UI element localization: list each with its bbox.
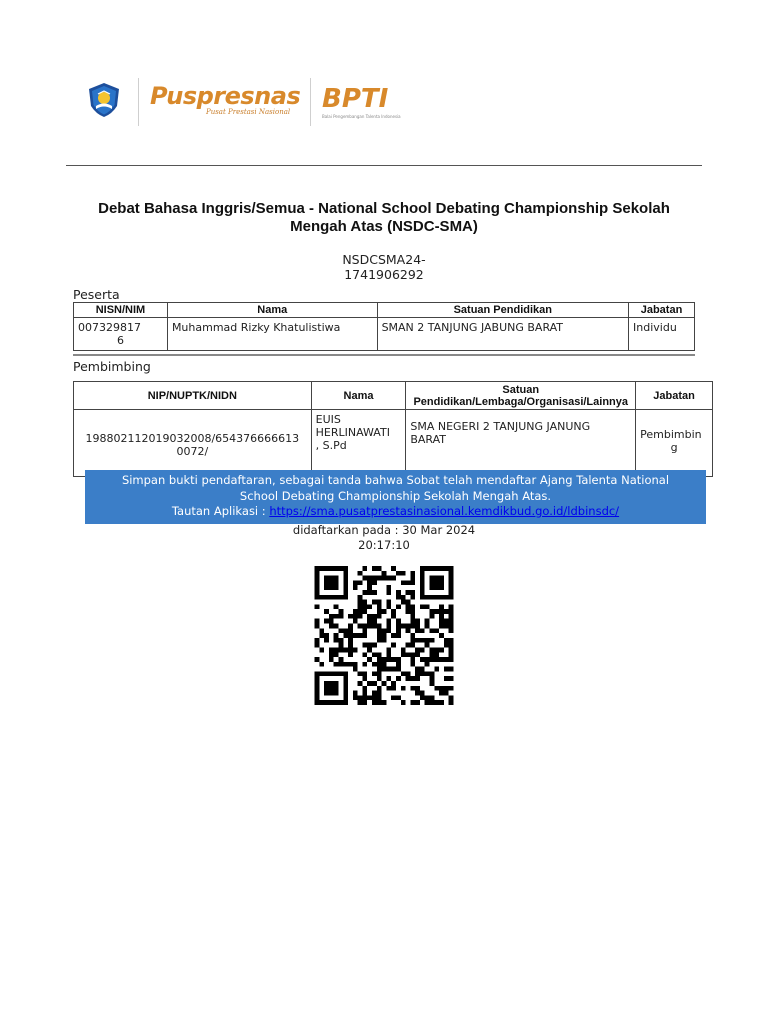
nama-line3: , S.Pd (315, 439, 347, 452)
column-header-satuan-line2: Pendidikan/Lembaga/Organisasi/Lainnya (413, 395, 629, 408)
column-header-jabatan: Jabatan (629, 303, 695, 318)
table-row (74, 410, 713, 477)
nisn-line1: 007329817 (78, 321, 141, 334)
column-header-nama: Nama (167, 303, 377, 318)
puspresnas-wordmark: Puspresnas (150, 82, 301, 110)
notice-line1: Simpan bukti pendaftaran, sebagai tanda bahwa Sobat telah mendaftar Ajang Talenta National (121, 473, 670, 487)
nama-cell (311, 410, 406, 477)
header-divider (66, 165, 702, 166)
peserta-table (73, 302, 695, 351)
registration-number (234, 252, 534, 282)
notice-link-label: Tautan Aplikasi : (171, 504, 266, 518)
satuan-cell (406, 410, 636, 477)
registration-number-line2: 1741906292 (344, 267, 424, 282)
nama-line1: EUIS (315, 413, 341, 426)
notice-box (85, 470, 706, 524)
table-row (74, 318, 695, 351)
column-header-nama: Nama (311, 382, 406, 410)
notice-link-row (85, 504, 706, 520)
application-link[interactable]: https://sma.pusatprestasinasional.kemdikbud.go.id/ldbinsdc/ (269, 504, 620, 518)
jabatan-line2: g (670, 441, 678, 454)
notice-line2: School Debating Championship Sekolah Mengah Atas. (239, 488, 552, 503)
table-divider (73, 354, 695, 356)
document-title: Debat Bahasa Inggris/Semua - National School Debating Championship Sekolah Mengah Atas (NSDC-SMA) (98, 200, 670, 235)
puspresnas-tagline: Pusat Prestasi Nasional (206, 108, 291, 116)
satuan-pendidikan-cell: SMAN 2 TANJUNG JABUNG BARAT (377, 318, 628, 351)
nip-cell (74, 410, 312, 477)
satuan-line2: BARAT (410, 433, 447, 446)
column-header-nip: NIP/NUPTK/NIDN (74, 382, 312, 410)
registration-number-line1: NSDCSMA24- (342, 252, 426, 267)
registration-date: didaftarkan pada : 30 Mar 2024 (292, 523, 476, 537)
nama-line2: HERLINAWATI (315, 426, 390, 439)
column-header-jabatan: Jabatan (636, 382, 713, 410)
logo-divider (310, 78, 311, 126)
nisn-cell (74, 318, 168, 351)
kemdikbud-emblem-icon (86, 82, 122, 118)
puspresnas-logo (150, 82, 300, 116)
bpti-logo (322, 84, 401, 119)
qr-code-icon (311, 566, 457, 705)
jabatan-cell (636, 410, 713, 477)
column-header-satuan-line1: Satuan (502, 383, 540, 396)
table-header-row (74, 303, 695, 318)
jabatan-line1: Pembimbin (640, 428, 702, 441)
column-header-nisn: NISN/NIM (74, 303, 168, 318)
column-header-satuan (406, 382, 636, 410)
nip-line2: 0072/ (176, 444, 209, 458)
registration-timestamp (234, 523, 534, 553)
table-header-row (74, 382, 713, 410)
nisn-line2: 6 (116, 334, 124, 347)
nama-cell: Muhammad Rizky Khatulistiwa (167, 318, 377, 351)
bpti-wordmark: BPTI (322, 84, 389, 114)
bpti-tagline: Balai Pengembangan Talenta Indonesia (322, 114, 401, 119)
pembimbing-table (73, 381, 713, 477)
satuan-line1: SMA NEGERI 2 TANJUNG JANUNG (410, 420, 591, 433)
nip-line1: 198802112019032008/654376666613 (85, 431, 300, 445)
logo-divider (138, 78, 139, 126)
pembimbing-section-label: Pembimbing (73, 359, 151, 374)
peserta-section-label: Peserta (73, 287, 120, 302)
registration-time: 20:17:10 (358, 538, 410, 552)
column-header-satuan-pendidikan: Satuan Pendidikan (377, 303, 628, 318)
jabatan-cell: Individu (629, 318, 695, 351)
